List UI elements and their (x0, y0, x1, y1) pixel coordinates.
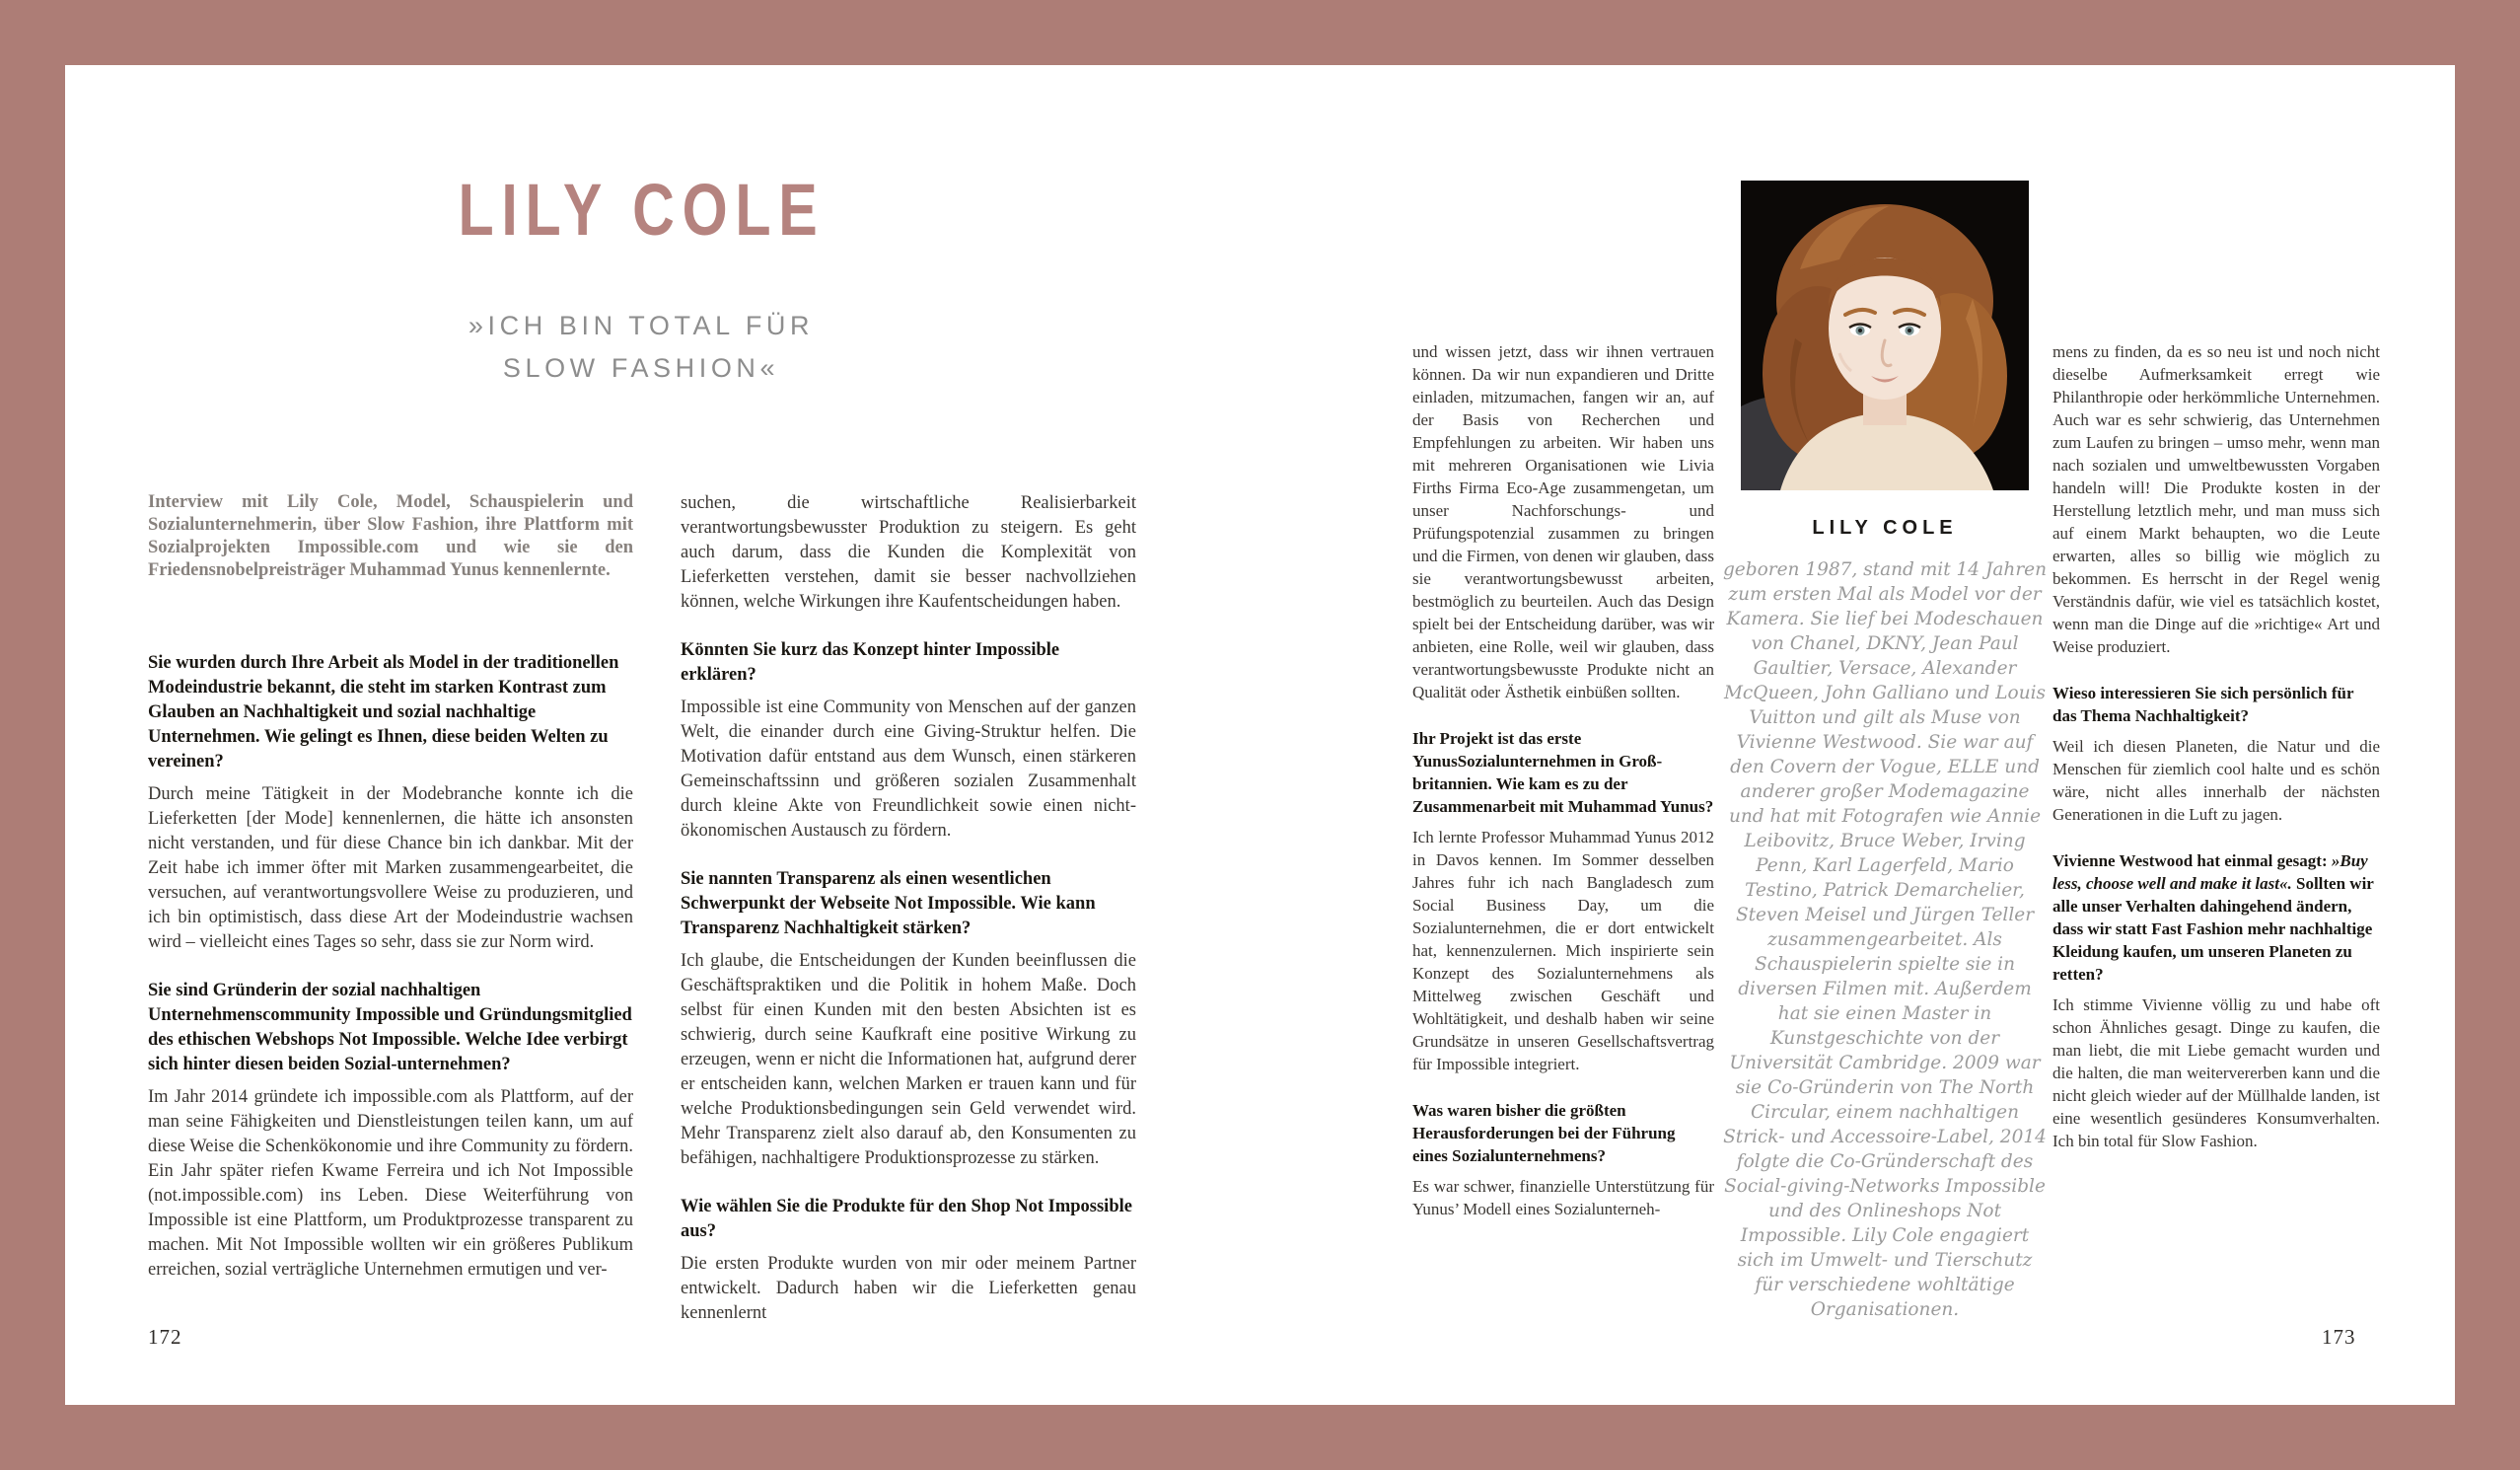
article-subtitle-line2: SLOW FASHION« (502, 353, 780, 383)
lily-cole-photo (1741, 181, 2029, 490)
text-column-3 (1412, 340, 1714, 1220)
interview-answer: Die ersten Produkte wurden von mir oder meinem Partner entwickelt. Dadurch haben wir die Lieferketten genau kennenlernt (681, 1254, 1136, 1323)
interview-question: Was waren bisher die größten Herausforderungen bei der Führung eines Sozialunternehmens? (1412, 1101, 1676, 1165)
interview-question: Sie wurden durch Ihre Arbeit als Model in der traditionellen Modeindustrie bekannt, die steht im starken Kontrast zum Glauben an Nachhaltigkeit und sozial nachhaltige Unternehmen. Wie gelingt es Ihnen, diese beiden Welten zu vereinen? (148, 653, 619, 772)
article-subtitle-line1: »ICH BIN TOTAL FÜR (468, 311, 815, 340)
interview-answer: Ich stimme Vivienne völlig zu und habe oft schon Ähnliches gesagt. Dinge zu kaufen, die man liebt, die mit Liebe gemacht wurden und die halten, die man weitervererben kann und die nicht gleich wieder auf der Müllhalde landen, ist eine wesentlich gesünderes Konsumverhalten. Ich bin total für Slow Fashion. (2052, 995, 2380, 1150)
interview-answer: Im Jahr 2014 gründete ich impossible.com als Plattform, auf der man seine Fähigkeiten und Dienstleistungen teilen kann, um auf diese Weise die Schenkökonomie und ihre Community zu fördern. Ein Jahr später riefen Kwame Ferreira und ich Not Impossible (not.impossible.com) ins Leben. Diese Weiterführung von Impossible ist eine Plattform, um Produktprozesse transparent zu machen. Mit Not Impossible wollten wir ein größeres Publikum erreichen, sozial verträgliche Unternehmen ermutigen und ver- (148, 1087, 633, 1280)
interview-answer: Ich glaube, die Entscheidungen der Kunden beeinflussen die Geschäftspraktiken und die Politik in hohem Maße. Doch selbst für einen Kunden mit den besten Absichten ist es schwierig, durch seine Kaufkraft eine positive Wirkung zu erzeugen, wenn er nicht die Informationen hat, aufgrund derer er entscheiden kann, welchen Marken er trauen kann und für welche Produktionsbedingungen sein Geld verwendet wird. Mehr Transparenz zielt also darauf ab, den Konsumenten zu befähigen, nachhaltigere Produktionsprozesse zu stärken. (681, 951, 1136, 1168)
interview-question: Sie sind Gründerin der sozial nachhaltigen Unternehmenscommunity Impossible und Gründungsmitglied des ethischen Webshops Not Impossible. Welche Idee verbirgt sich hinter diesen beiden Sozial-unternehmen? (148, 981, 632, 1074)
book-spread (65, 65, 2455, 1405)
interview-answer: Weil ich diesen Planeten, die Natur und die Menschen für ziemlich cool halte und es schön wäre, nicht alles innerhalb der nächsten Generationen in die Luft zu jagen. (2052, 737, 2380, 824)
photo-caption: LILY COLE (1812, 517, 1958, 539)
interview-answer: Es war schwer, finanzielle Unterstützung für Yunus’ Modell eines Sozialunterneh- (1412, 1177, 1714, 1218)
text-column-4 (2052, 340, 2380, 1152)
interview-answer: Impossible ist eine Community von Menschen auf der ganzen Welt, die einander durch eine Giving-Struktur helfen. Die Motivation dafür entstand aus dem Wunsch, einen stärkeren Gemeinschaftssinn und größeren sozialen Zusammenhalt durch kleine Akte von Freundlichkeit sowie einen nicht-ökonomischen Austausch zu fördern. (681, 698, 1136, 841)
interview-answer: und wissen jetzt, dass wir ihnen vertrauen können. Da wir nun expandieren und Dritte einladen, mitzumachen, fangen wir an, auf der Basis von Recherchen und Empfehlungen zu arbeiten. Wir haben uns mit mehreren Organisationen wie Livia Firths Firma Eco-Age zusammengetan, um unser Nachforschungs- und Prüfungspotenzial zusammen zu bringen und die Firmen, von denen wir glauben, dass sie verantwortungsbewusst arbeiten, bestmöglich zu beurteilen. Auch das Design spielt bei der Entscheidung darüber, was wir anbieten, eine Rolle, weil wir glauben, dass verantwortungsbewusste Produkte nicht an Qualität oder Ästhetik einbüßen sollten. (1412, 342, 1714, 701)
interview-answer: Ich lernte Professor Muhammad Yunus 2012 in Davos kennen. Im Sommer desselben Jahres fuhr ich nach Bangladesch zum Social Business Day, um die Sozialunternehmen, die er dort entwickelt hat, kennenzulernen. Mich inspirierte sein Konzept des Sozialunternehmens als Mittelweg zwischen Geschäft und Wohltätigkeit, und deshalb haben wir seine Grundsätze in unseren Gesellschaftsvertrag für Impossible integriert. (1412, 828, 1714, 1073)
article-title-wrap (148, 168, 1134, 252)
interview-question: Wie wählen Sie die Produkte für den Shop Not Impossible aus? (681, 1197, 1132, 1241)
page-number-left: 172 (148, 1325, 182, 1349)
page-number-right: 173 (2322, 1325, 2356, 1349)
intro-paragraph: Interview mit Lily Cole, Model, Schauspielerin und Sozialunternehmerin, über Slow Fashion, ihre Plattform mit Sozialprojekten Impossible.com und wie sie den Friedensnobelpreisträger Muhammad Yunus kennenlernte. (148, 492, 633, 580)
text-column-2 (681, 491, 1136, 1326)
interview-answer: Durch meine Tätigkeit in der Modebranche konnte ich die Lieferketten [der Mode] kennenlernen, die hätte ich ansonsten nicht verstanden, und für diese Chance bin ich dankbar. Mit der Zeit habe ich immer öfter mit Marken zusammengearbeitet, die versuchen, auf verantwortungsvollere Weise zu produzieren, und ich bin optimistisch, dass diese Art der Modeindustrie wachsen wird – vielleicht eines Tages so sehr, dass sie zur Norm wird. (148, 784, 633, 952)
interview-question: Sie nannten Transparenz als einen wesentlichen Schwerpunkt der Webseite Not Impossible. Wie kann Transparenz Nachhaltigkeit stärken? (681, 869, 1096, 938)
interview-answer: suchen, die wirtschaftliche Realisierbarkeit verantwortungsbewusster Produktion zu steigern. Es geht auch darum, dass die Kunden die Komplexität von Lieferketten verstehen, damit sie besser nachvollziehen können, welche Wirkungen ihre Kaufentscheidungen haben. (681, 493, 1136, 612)
interview-question: Ihr Projekt ist das erste YunusSozialunternehmen in Groß-britannien. Wie kam es zu der Zusammenarbeit mit Muhammad Yunus? (1412, 729, 1714, 816)
interview-question: Vivienne Westwood hat einmal gesagt: »Buy less, choose well and make it last«. Sollten wir alle unser Verhalten dahingehend ändern, dass wir statt Fast Fashion mehr nachhaltige Kleidung kaufen, um unseren Planeten zu retten? (2052, 851, 2374, 984)
interview-question: Wieso interessieren Sie sich persönlich für das Thema Nachhaltigkeit? (2052, 684, 2354, 725)
interview-question: Könnten Sie kurz das Konzept hinter Impossible erklären? (681, 640, 1060, 685)
interview-answer: mens zu finden, da es so neu ist und noch nicht dieselbe Aufmerksamkeit erregt wie Philanthropie oder herkömmliche Unternehmen. Auch war es sehr schwierig, das Unternehmen zum Laufen zu bringen – umso mehr, wenn man nach sozialen und umweltbewussten Vorgaben handeln will! Die Produkte kosten in der Herstellung letztlich mehr, und man muss sich auf einem Markt behaupten, wo die Leute erwarten, alles so billig wie möglich zu bekommen. Es herrscht in der Regel wenig Verständnis dafür, wie viel es tatsächlich kostet, wenn man die Dinge auf die »richtige« Art und Weise produziert. (2052, 342, 2380, 656)
article-subtitle (148, 305, 1134, 390)
article-title: LILY COLE (458, 169, 825, 251)
text-column-1 (148, 651, 633, 1283)
photo-bio: geboren 1987, stand mit 14 Jahren zum ersten Mal als Model vor der Kamera. Sie lief bei Modeschauen von Chanel, DKNY, Jean Paul Gaultier, Versace, Alexander McQueen, John Galliano und Louis Vuitton und gilt als Muse von Vivienne Westwood. Sie war auf den Covern der Vogue, ELLE und anderer großer Modemagazine und hat mit Fotografen wie Annie Leibovitz, Bruce Weber, Irving Penn, Karl Lagerfeld, Mario Testino, Patrick Demarchelier, Steven Meisel und Jürgen Teller zusammengearbeitet. Als Schauspielerin spielte sie in diversen Filmen mit. Außerdem hat sie einen Master in Kunstgeschichte von der Universität Cambridge. 2009 war sie Co-Gründerin von The North Circular, einem nachhaltigen Strick- und Accessoire-Label, 2014 folgte die Co-Gründerschaft des Social-giving-Networks Impossible und des Onlineshops Not Impossible. Lily Cole engagiert sich im Umwelt- und Tierschutz für verschiedene wohltätige Organisationen. (1722, 559, 2048, 1320)
